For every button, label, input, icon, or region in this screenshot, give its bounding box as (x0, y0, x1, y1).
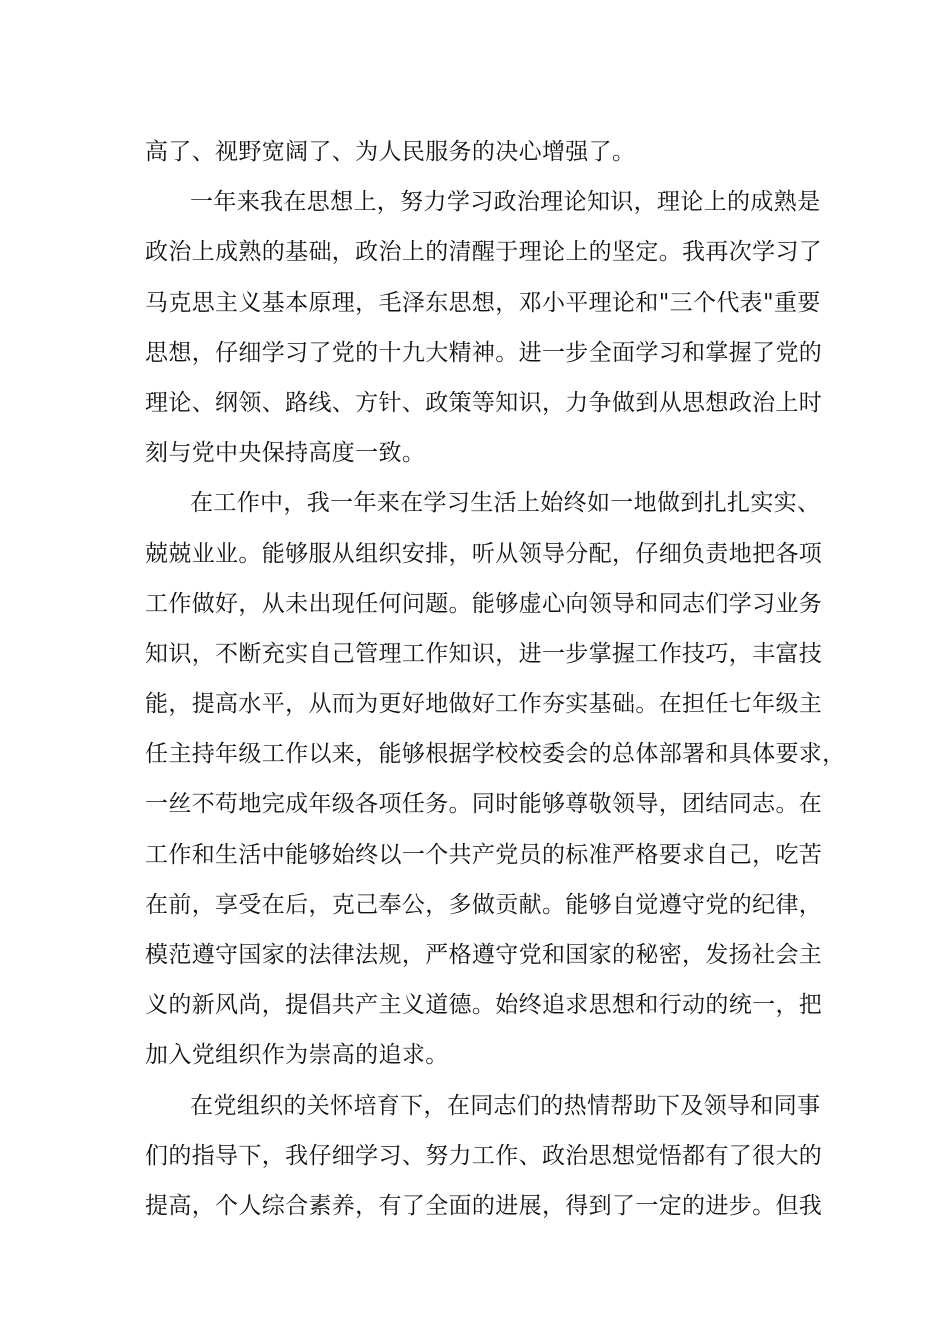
text-line: 义的新风尚，提倡共产主义道德。始终追求思想和行动的统一，把 (145, 992, 823, 1019)
text-line: 兢兢业业。能够服从组织安排，听从领导分配，仔细负责地把各项 (145, 540, 823, 567)
text-line: 在前，享受在后，克己奉公，多做贡献。能够自觉遵守党的纪律， (145, 891, 823, 918)
text-line: 政治上成熟的基础，政治上的清醒于理论上的坚定。我再次学习了 (145, 239, 823, 266)
text-line: 理论、纲领、路线、方针、政策等知识，力争做到从思想政治上时 (145, 389, 823, 416)
paragraph-start-line: 在工作中，我一年来在学习生活上始终如一地做到扎扎实实、 (190, 490, 821, 517)
text-line: 能，提高水平，从而为更好地做好工作夯实基础。在担任七年级主 (145, 691, 823, 718)
paragraph-start-line: 在党组织的关怀培育下，在同志们的热情帮助下及领导和同事 (190, 1092, 821, 1119)
text-line: 刻与党中央保持高度一致。 (145, 440, 426, 467)
body-text (145, 127, 846, 1231)
text-line: 加入党组织作为崇高的追求。 (145, 1042, 449, 1069)
text-line: 任主持年级工作以来，能够根据学校校委会的总体部署和具体要求， (145, 741, 846, 768)
text-line: 一丝不苟地完成年级各项任务。同时能够尊敬领导，团结同志。在 (145, 791, 823, 818)
paragraph-start-line: 一年来我在思想上，努力学习政治理论知识，理论上的成熟是 (190, 189, 821, 216)
text-line: 工作做好，从未出现任何问题。能够虚心向领导和同志们学习业务 (145, 590, 823, 617)
text-line: 工作和生活中能够始终以一个共产党员的标准严格要求自己，吃苦 (145, 841, 823, 868)
text-line: 提高，个人综合素养，有了全面的进展，得到了一定的进步。但我 (145, 1192, 823, 1219)
text-line: 们的指导下，我仔细学习、努力工作、政治思想觉悟都有了很大的 (145, 1142, 823, 1169)
text-line: 马克思主义基本原理，毛泽东思想，邓小平理论和"三个代表"重要 (145, 289, 821, 316)
text-line: 高了、视野宽阔了、为人民服务的决心增强了。 (145, 139, 636, 165)
text-line: 思想，仔细学习了党的十九大精神。进一步全面学习和掌握了党的 (145, 339, 823, 366)
text-line: 模范遵守国家的法律法规，严格遵守党和国家的秘密，发扬社会主 (145, 942, 823, 968)
text-line: 知识，不断充实自己管理工作知识，进一步掌握工作技巧，丰富技 (145, 640, 823, 667)
